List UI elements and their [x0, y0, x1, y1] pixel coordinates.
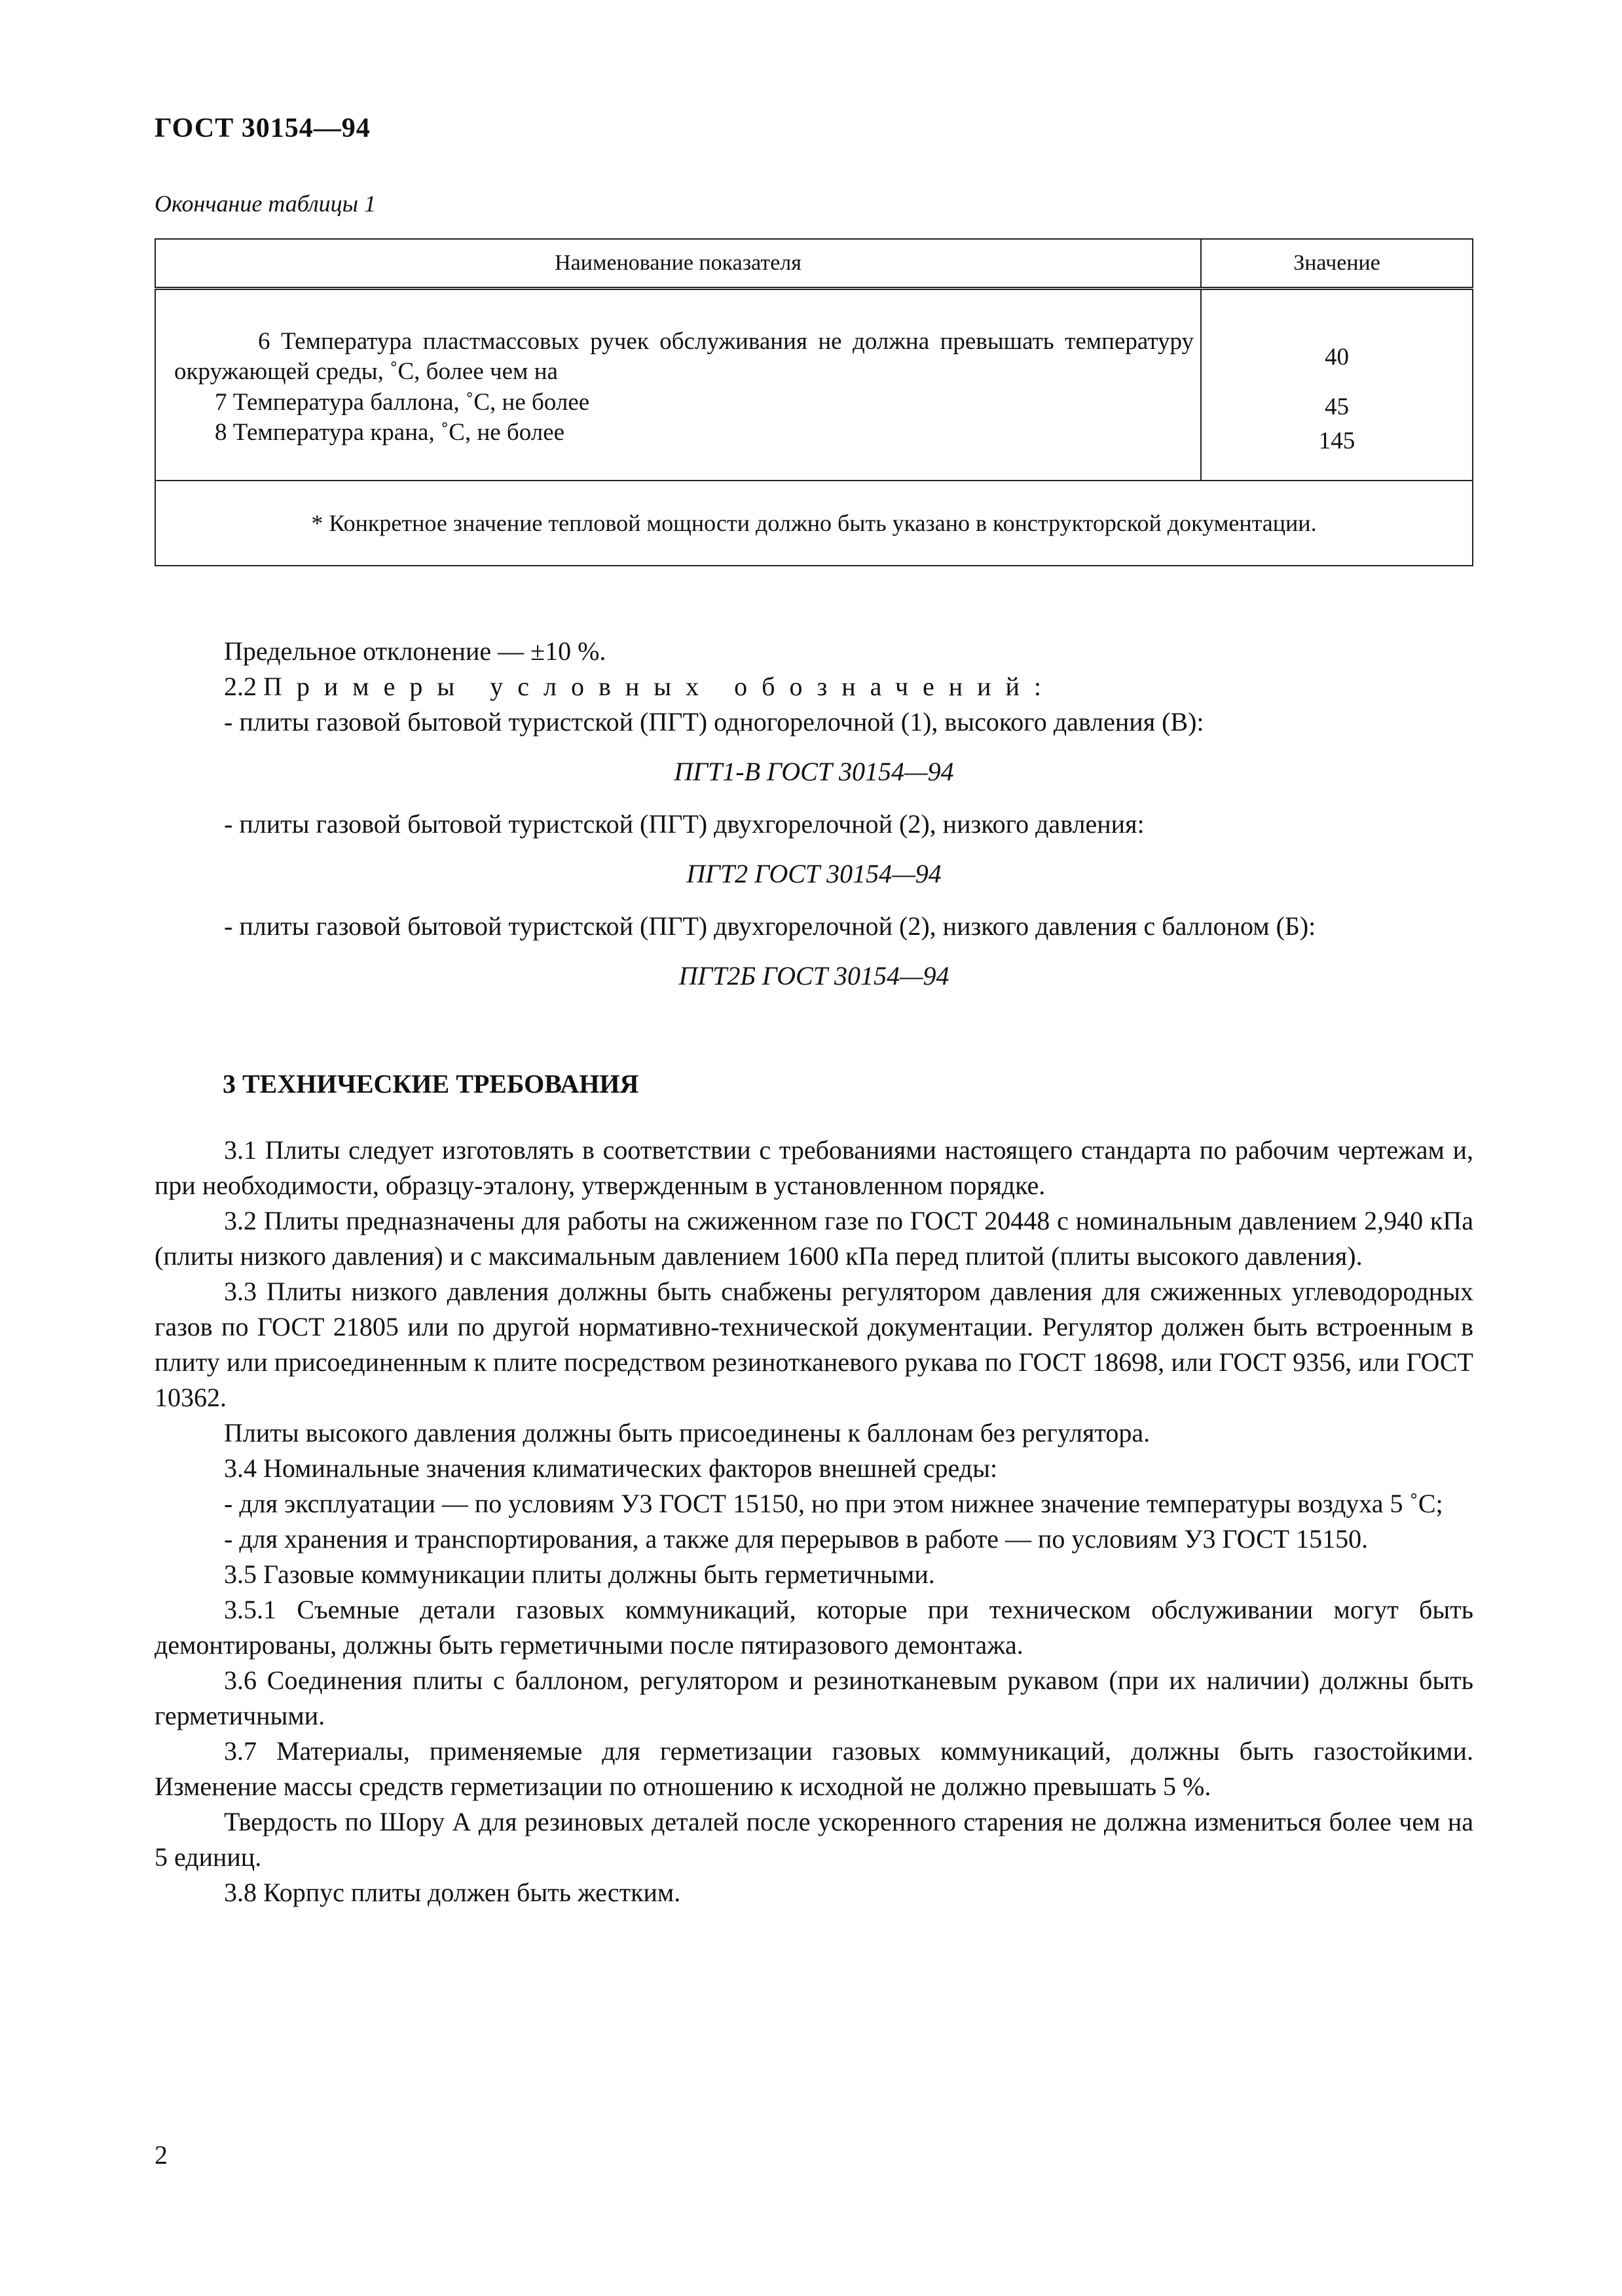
- row-6-value: 40: [1325, 344, 1350, 371]
- row-6-name: 6 Температура пластмассовых ручек обслуживания не должна превышать температуру окружающей среды, ˚С, более чем на: [174, 328, 1194, 386]
- column-header-value: Значение: [1201, 239, 1473, 289]
- row-8-value: 145: [1318, 428, 1355, 454]
- document-code: ГОСТ 30154—94: [155, 113, 371, 143]
- example-1-text: - плиты газовой бытовой туристской (ПГТ) одногорелочной (1), высокого давления (В):: [224, 707, 1204, 737]
- indicators-table: [155, 238, 1473, 566]
- paragraph-3-8: 3.8 Корпус плиты должен быть жестким.: [224, 1878, 681, 1907]
- names-cell: [155, 289, 1201, 481]
- table-body-row: [155, 289, 1473, 481]
- paragraph-3-7-hardness: Твердость по Шору А для резиновых деталей после ускоренного старения не должна измениться более чем на 5 единиц.: [155, 1807, 1473, 1872]
- paragraph-3-4-operation: - для эксплуатации — по условиям У3 ГОСТ 15150, но при этом нижнее значение температуры воздуха 5 ˚С;: [224, 1489, 1443, 1518]
- examples-title: Примеры условных обозначений:: [263, 672, 1056, 701]
- paragraph-3-3: 3.3 Плиты низкого давления должны быть снабжены регулятором давления для сжиженных углеводородных газов по ГОСТ 21805 или по другой нормативно-технической документации. Регулятор должен быть встроенным в плиту или присоединенным к плите посредством резинотканевого рукава по ГОСТ 18698, или ГОСТ 9356, или ГОСТ 10362.: [155, 1277, 1473, 1412]
- paragraph-3-5-1: 3.5.1 Съемные детали газовых коммуникаций, которые при техническом обслуживании могут быть демонтированы, должны быть герметичными после пятиразового демонтажа.: [155, 1595, 1473, 1660]
- column-header-name: Наименование показателя: [155, 239, 1201, 289]
- examples-heading: [155, 669, 1473, 704]
- table-row-name: [174, 418, 1194, 448]
- paragraph-3-4-storage: - для хранения и транспортирования, а также для перерывов в работе — по условиям У3 ГОСТ 15150.: [224, 1524, 1369, 1554]
- table-caption: Окончание таблицы 1: [155, 191, 377, 217]
- section-2-block: [155, 634, 1473, 1011]
- table-row-name: [174, 327, 1194, 388]
- paragraph-3-5: 3.5 Газовые коммуникации плиты должны быть герметичными.: [224, 1559, 935, 1589]
- table-header-row: [155, 239, 1473, 289]
- paragraph-3-7: 3.7 Материалы, применяемые для герметизации газовых коммуникаций, должны быть газостойкими. Изменение массы средств герметизации по отношению к исходной не должно превышать 5 %.: [155, 1736, 1473, 1801]
- section-3-title: 3 ТЕХНИЧЕСКИЕ ТРЕБОВАНИЯ: [223, 1069, 639, 1099]
- examples-number: 2.2: [224, 672, 257, 701]
- paragraph-3-2: 3.2 Плиты предназначены для работы на сжиженном газе по ГОСТ 20448 с номинальным давлением 2,940 кПа (плиты низкого давления) и с максимальным давлением 1600 кПа перед плитой (плиты высокого давления).: [155, 1206, 1473, 1271]
- deviation-text: Предельное отклонение — ±10 %.: [224, 636, 606, 666]
- page-number: 2: [155, 2140, 168, 2170]
- example-2-code: ПГТ2 ГОСТ 30154—94: [686, 859, 942, 888]
- paragraph-3-4: 3.4 Номинальные значения климатических факторов внешней среды:: [224, 1453, 998, 1483]
- example-3-code: ПГТ2Б ГОСТ 30154—94: [678, 961, 949, 991]
- table-row-name: [174, 388, 1194, 418]
- row-7-value: 45: [1325, 393, 1350, 420]
- row-7-name: 7 Температура баллона, ˚С, не более: [215, 388, 590, 416]
- paragraph-3-1: 3.1 Плиты следует изготовлять в соответствии с требованиями настоящего стандарта по рабочим чертежам и, при необходимости, образцу-эталону, утвержденным в установленном порядке.: [155, 1135, 1473, 1200]
- section-3-block: [155, 1133, 1473, 1910]
- example-2-text: - плиты газовой бытовой туристской (ПГТ) двухгорелочной (2), низкого давления:: [224, 809, 1145, 839]
- table-footnote-row: [155, 481, 1473, 566]
- paragraph-3-6: 3.6 Соединения плиты с баллоном, регулятором и резинотканевым рукавом (при их наличии) должны быть герметичными.: [155, 1666, 1473, 1730]
- table-footnote: * Конкретное значение тепловой мощности должно быть указано в конструкторской документации.: [155, 481, 1473, 566]
- row-8-name: 8 Температура крана, ˚С, не более: [215, 418, 565, 446]
- values-cell: [1201, 289, 1473, 481]
- example-3-text: - плиты газовой бытовой туристской (ПГТ) двухгорелочной (2), низкого давления с баллоном (Б):: [224, 911, 1316, 941]
- example-1-code: ПГТ1-В ГОСТ 30154—94: [674, 757, 954, 786]
- paragraph-3-3-high-pressure: Плиты высокого давления должны быть присоединены к баллонам без регулятора.: [224, 1418, 1151, 1448]
